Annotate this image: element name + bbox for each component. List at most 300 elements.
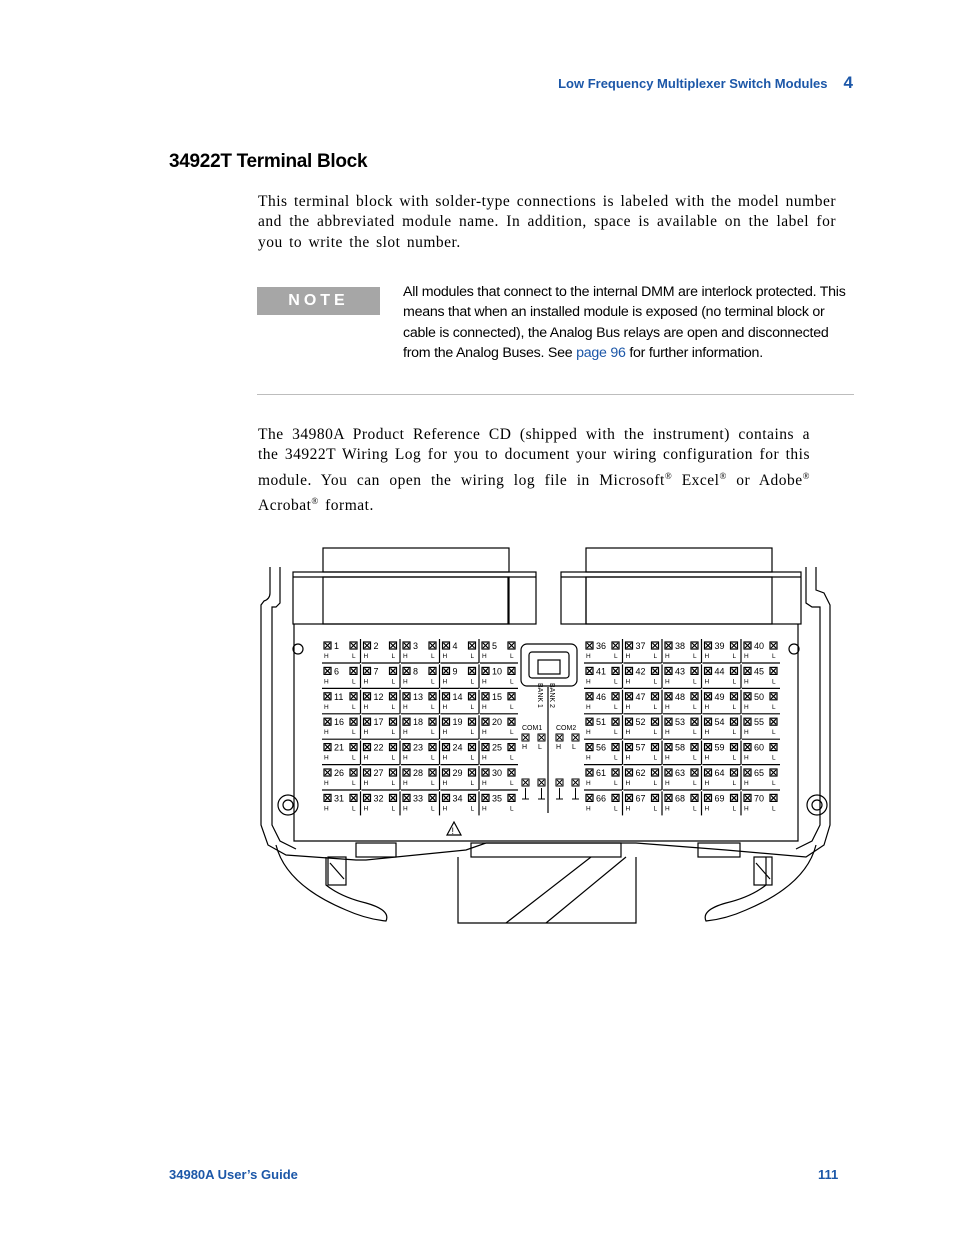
ground-terminal	[556, 779, 563, 786]
screw-terminal-high	[744, 769, 751, 776]
pin-high-label: H	[586, 754, 591, 762]
channel-number: 43	[675, 666, 686, 677]
channel-terminal-13	[403, 692, 436, 711]
screw-terminal-high	[482, 769, 489, 776]
pin-high-label: H	[625, 754, 631, 762]
channel-terminal-25	[482, 743, 515, 762]
channel-number: 32	[373, 793, 384, 804]
screw-terminal-low	[429, 667, 436, 674]
channel-terminal-44	[705, 666, 738, 685]
channel-number: 26	[334, 768, 345, 778]
screw-terminal-low	[612, 769, 619, 776]
channel-number: 51	[596, 717, 607, 728]
screw-terminal-high	[443, 718, 450, 725]
screw-terminal-high	[705, 769, 712, 776]
channel-number: 62	[635, 768, 646, 778]
pin-high-label: H	[586, 678, 591, 686]
terminal-block-diagram	[246, 545, 846, 935]
pin-low-label: L	[653, 780, 658, 787]
pin-low-label: L	[653, 653, 658, 660]
pin-low-label: L	[653, 754, 658, 762]
screw-terminal-low	[612, 718, 619, 725]
channel-number: 18	[413, 717, 424, 728]
pin-high-label: H	[324, 754, 329, 762]
pin-low-label: L	[431, 805, 435, 813]
channel-number: 13	[413, 691, 424, 702]
screw-terminal-high	[626, 794, 633, 801]
screw-terminal-high	[744, 667, 751, 674]
channel-number: 56	[596, 742, 607, 753]
screw-terminal-low	[469, 693, 476, 700]
screw-terminal-low	[429, 744, 436, 751]
screw-terminal-low	[390, 744, 397, 751]
pin-low-label: L	[653, 729, 658, 737]
channel-terminal-62	[626, 768, 659, 787]
pin-high-label: H	[442, 805, 448, 813]
channel-number: 49	[714, 691, 725, 702]
pin-low-label: L	[614, 780, 618, 787]
channel-terminal-51	[586, 717, 619, 736]
screw-terminal-high	[443, 667, 450, 674]
channel-terminal-1	[324, 641, 357, 660]
screw-terminal-high	[403, 718, 410, 725]
pin-low-label: L	[693, 678, 697, 686]
screw-terminal-high	[665, 718, 672, 725]
channel-number: 15	[492, 691, 503, 702]
pin-high-label: H	[403, 805, 408, 813]
screw-terminal-low	[469, 667, 476, 674]
pin-high-label: H	[586, 703, 591, 711]
channel-number: 22	[373, 742, 384, 753]
channel-number: 65	[754, 768, 765, 778]
channel-number: 12	[373, 691, 384, 702]
screw-terminal-high	[324, 718, 331, 725]
screw-terminal-low	[770, 744, 777, 751]
channel-terminal-24	[443, 743, 476, 762]
pin-low-label: L	[510, 678, 514, 686]
screw-terminal-low	[469, 642, 476, 649]
channel-number: 53	[675, 717, 686, 728]
screw-terminal-low	[691, 693, 698, 700]
screw-terminal-high	[744, 642, 751, 649]
screw-terminal-high	[586, 642, 593, 649]
pin-low-label: L	[772, 805, 776, 813]
note-text-before: All modules that connect to the internal DMM are interlock protected. This means that when an installed module is exposed (no terminal block or cable is connected), the Analog Bus relays are open and disconnected from the Analog Buses. See	[403, 284, 846, 361]
adobe-text: or Adobe	[726, 471, 803, 489]
channel-terminal-36	[586, 641, 619, 660]
pin-low-label: L	[732, 703, 737, 711]
pin-high-label: H	[442, 678, 448, 686]
channel-terminals	[322, 639, 780, 815]
screw-terminal-low	[652, 744, 659, 751]
channel-terminal-69	[705, 793, 738, 812]
screw-terminal-high	[705, 642, 712, 649]
channel-terminal-40	[744, 641, 777, 660]
channel-terminal-66	[586, 793, 619, 812]
screw-terminal-high	[482, 667, 489, 674]
pin-high-label: H	[744, 653, 749, 660]
channel-number: 64	[714, 768, 725, 778]
pin-high-label: H	[586, 805, 591, 813]
screw-terminal-high	[705, 718, 712, 725]
channel-number: 37	[635, 641, 646, 651]
excel-text: Excel	[672, 471, 720, 489]
pin-high-label: H	[403, 780, 408, 787]
page-number: 111	[818, 1167, 839, 1182]
screw-terminal-high	[705, 667, 712, 674]
channel-terminal-29	[443, 768, 476, 787]
wiring-log-text: The 34980A Product Reference CD (shipped with the instrument) contains a the 34922T Wiring Log for you to document your wiring configuration for this module. You can open the wiring log file in	[258, 426, 810, 489]
screw-terminal-high	[324, 693, 331, 700]
screw-terminal-low	[508, 693, 515, 700]
screw-terminal-high	[705, 744, 712, 751]
pin-high-label: H	[363, 653, 369, 660]
screw-terminal-high	[586, 744, 593, 751]
screw-terminal-high	[443, 642, 450, 649]
screw-terminal-low	[469, 744, 476, 751]
screw-terminal-high	[482, 744, 489, 751]
channel-terminal-21	[324, 743, 357, 762]
channel-terminal-63	[665, 768, 698, 787]
screw-terminal-low	[508, 744, 515, 751]
channel-number: 36	[596, 641, 607, 651]
channel-terminal-50	[744, 692, 777, 711]
pin-high-label: H	[665, 653, 670, 660]
note-text-after: for further information.	[625, 344, 763, 361]
channel-number: 68	[675, 793, 686, 804]
pin-low-label: L	[732, 805, 737, 813]
pin-high-label: H	[665, 703, 670, 711]
channel-terminal-16	[324, 717, 357, 736]
pin-low-label: L	[653, 805, 658, 813]
channel-terminal-56	[586, 743, 619, 762]
channel-number: 54	[714, 717, 725, 728]
pin-high-label: H	[442, 703, 448, 711]
pin-low-label: L	[352, 729, 356, 737]
com-terminal	[522, 734, 529, 741]
screw-terminal-low	[770, 693, 777, 700]
screw-terminal-high	[665, 769, 672, 776]
channel-terminal-10	[482, 666, 515, 685]
screw-terminal-low	[350, 693, 357, 700]
channel-number: 38	[675, 641, 686, 651]
pin-low-label: L	[391, 780, 396, 787]
ground-terminal	[572, 779, 579, 786]
screw-terminal-high	[744, 718, 751, 725]
channel-number: 14	[452, 691, 463, 702]
channel-terminal-14	[443, 692, 476, 711]
pin-low-label: L	[772, 754, 776, 762]
pin-low-label: L	[391, 729, 396, 737]
pin-high-label: H	[482, 780, 487, 787]
pin-high-label: H	[324, 678, 329, 686]
screw-terminal-high	[324, 744, 331, 751]
pin-low-label: L	[772, 729, 776, 737]
pin-high-label: H	[704, 653, 710, 660]
screw-terminal-high	[744, 693, 751, 700]
pin-high-label: H	[442, 780, 448, 787]
channel-terminal-7	[364, 666, 397, 685]
pin-low-label: L	[693, 780, 697, 787]
channel-terminal-45	[744, 666, 777, 685]
channel-number: 17	[373, 717, 384, 728]
channel-number: 4	[452, 641, 458, 651]
screw-terminal-high	[665, 642, 672, 649]
note-label: NOTE	[257, 287, 380, 315]
pin-low-label: L	[614, 678, 618, 686]
pin-low-label: L	[693, 754, 697, 762]
screw-terminal-high	[443, 769, 450, 776]
channel-number: 33	[413, 793, 424, 804]
screw-terminal-low	[612, 693, 619, 700]
channel-number: 50	[754, 691, 765, 702]
channel-terminal-41	[586, 666, 619, 685]
screw-terminal-high	[364, 794, 371, 801]
reg-mark: ®	[311, 496, 319, 507]
running-header-section: Low Frequency Multiplexer Switch Modules	[558, 76, 828, 91]
screw-terminal-high	[626, 744, 633, 751]
pin-high-label: H	[665, 780, 670, 787]
screw-terminal-low	[770, 667, 777, 674]
channel-terminal-67	[626, 793, 659, 812]
channel-number: 31	[334, 793, 345, 804]
screw-terminal-low	[691, 667, 698, 674]
channel-number: 2	[373, 641, 379, 651]
screw-terminal-high	[403, 642, 410, 649]
screw-terminal-high	[364, 642, 371, 649]
pin-high-label: H	[324, 653, 329, 660]
wiring-log-paragraph	[258, 425, 810, 517]
pin-high-label: H	[482, 729, 487, 737]
pin-high-label: H	[586, 729, 591, 737]
screw-terminal-low	[350, 794, 357, 801]
screw-terminal-low	[731, 693, 738, 700]
screw-terminal-low	[691, 769, 698, 776]
channel-number: 48	[675, 691, 686, 702]
com2-high-label: H	[556, 744, 562, 751]
channel-terminal-15	[482, 692, 515, 711]
channel-number: 19	[452, 717, 463, 728]
running-header	[558, 73, 853, 93]
page-96-link[interactable]: page 96	[576, 344, 626, 361]
channel-terminal-68	[665, 793, 698, 812]
com2-label: COM2	[556, 725, 577, 732]
pin-high-label: H	[625, 703, 631, 711]
channel-number: 23	[413, 742, 424, 753]
pin-low-label: L	[732, 729, 737, 737]
screw-terminal-low	[508, 667, 515, 674]
screw-terminal-low	[508, 769, 515, 776]
screw-terminal-low	[731, 794, 738, 801]
screw-terminal-high	[705, 693, 712, 700]
channel-number: 5	[492, 641, 498, 651]
pin-low-label: L	[352, 653, 356, 660]
channel-number: 1	[334, 641, 340, 651]
screw-terminal-low	[691, 718, 698, 725]
channel-number: 60	[754, 742, 765, 753]
channel-number: 47	[635, 691, 646, 702]
screw-terminal-high	[586, 718, 593, 725]
screw-terminal-low	[469, 794, 476, 801]
channel-terminal-33	[403, 793, 436, 812]
screw-terminal-high	[586, 667, 593, 674]
channel-number: 28	[413, 768, 424, 778]
pin-high-label: H	[586, 780, 591, 787]
screw-terminal-high	[665, 744, 672, 751]
screw-terminal-low	[770, 794, 777, 801]
com-terminal	[556, 734, 563, 741]
reg-mark: ®	[802, 470, 810, 481]
pin-low-label: L	[772, 780, 776, 787]
screw-terminal-low	[469, 718, 476, 725]
pin-high-label: H	[482, 703, 487, 711]
channel-terminal-6	[324, 666, 357, 685]
channel-terminal-52	[626, 717, 659, 736]
pin-high-label: H	[704, 754, 710, 762]
channel-number: 44	[714, 666, 725, 677]
channel-terminal-58	[665, 743, 698, 762]
reg-mark: ®	[719, 470, 727, 481]
pin-high-label: H	[625, 805, 631, 813]
screw-terminal-high	[626, 718, 633, 725]
channel-terminal-31	[324, 793, 357, 812]
pin-high-label: H	[363, 729, 369, 737]
screw-terminal-low	[652, 769, 659, 776]
screw-terminal-low	[612, 744, 619, 751]
screw-terminal-low	[390, 794, 397, 801]
screw-terminal-high	[443, 693, 450, 700]
bank2-label: BANK 2	[548, 683, 555, 708]
pin-high-label: H	[324, 729, 329, 737]
screw-terminal-high	[364, 667, 371, 674]
screw-terminal-high	[482, 794, 489, 801]
screw-terminal-high	[586, 769, 593, 776]
screw-terminal-high	[443, 794, 450, 801]
channel-number: 46	[596, 691, 607, 702]
com-terminal	[538, 734, 545, 741]
pin-high-label: H	[403, 653, 408, 660]
screw-terminal-low	[390, 667, 397, 674]
pin-low-label: L	[772, 703, 776, 711]
channel-number: 41	[596, 666, 607, 677]
channel-terminal-70	[744, 793, 777, 812]
intro-paragraph: This terminal block with solder-type connections is labeled with the model number and the abbreviated module name. In addition, space is available on the label for you to write the slot number.	[258, 193, 836, 251]
pin-high-label: H	[704, 729, 710, 737]
channel-number: 52	[635, 717, 646, 728]
channel-terminal-22	[364, 743, 397, 762]
pin-high-label: H	[324, 780, 329, 787]
screw-terminal-low	[350, 642, 357, 649]
channel-number: 59	[714, 742, 725, 753]
pin-low-label: L	[510, 653, 514, 660]
screw-terminal-high	[403, 794, 410, 801]
screw-terminal-low	[350, 744, 357, 751]
pin-high-label: H	[744, 805, 749, 813]
screw-terminal-high	[364, 693, 371, 700]
channel-number: 25	[492, 742, 503, 753]
channel-terminal-3	[403, 641, 436, 660]
channel-terminal-12	[364, 692, 397, 711]
pin-low-label: L	[431, 754, 435, 762]
channel-number: 11	[334, 691, 344, 702]
channel-terminal-11	[324, 692, 357, 711]
screw-terminal-low	[350, 769, 357, 776]
pin-high-label: H	[482, 754, 487, 762]
pin-low-label: L	[614, 805, 618, 813]
pin-high-label: H	[744, 754, 749, 762]
pin-low-label: L	[614, 754, 618, 762]
channel-terminal-57	[626, 743, 659, 762]
pin-low-label: L	[352, 703, 356, 711]
screw-terminal-low	[390, 769, 397, 776]
screw-terminal-low	[770, 718, 777, 725]
chapter-number: 4	[843, 73, 853, 92]
channel-number: 30	[492, 768, 503, 778]
channel-terminal-53	[665, 717, 698, 736]
pin-low-label: L	[653, 678, 658, 686]
channel-terminal-18	[403, 717, 436, 736]
pin-low-label: L	[352, 678, 356, 686]
channel-number: 16	[334, 717, 345, 728]
pin-low-label: L	[391, 653, 396, 660]
screw-terminal-low	[469, 769, 476, 776]
pin-low-label: L	[431, 703, 435, 711]
channel-number: 55	[754, 717, 765, 728]
channel-number: 58	[675, 742, 686, 753]
warning-mark: !	[451, 826, 455, 836]
pin-high-label: H	[324, 703, 329, 711]
warning-icon	[447, 822, 461, 836]
channel-terminal-59	[705, 743, 738, 762]
channel-number: 40	[754, 641, 765, 651]
channel-number: 61	[596, 768, 607, 778]
screw-terminal-low	[429, 794, 436, 801]
pin-high-label: H	[665, 754, 670, 762]
ground-terminal	[522, 779, 529, 786]
screw-terminal-low	[612, 794, 619, 801]
section-title: 34922T Terminal Block	[169, 151, 368, 172]
pin-low-label: L	[614, 729, 618, 737]
screw-terminal-low	[691, 642, 698, 649]
screw-terminal-low	[691, 744, 698, 751]
screw-terminal-low	[652, 642, 659, 649]
pin-high-label: H	[586, 653, 591, 660]
channel-terminal-60	[744, 743, 777, 762]
channel-number: 63	[675, 768, 686, 778]
channel-number: 27	[373, 768, 384, 778]
pin-low-label: L	[431, 678, 435, 686]
footer-guide-title: 34980A User’s Guide	[169, 1167, 298, 1182]
channel-number: 21	[334, 742, 345, 753]
com1-low-label: L	[538, 744, 542, 751]
com1-high-label: H	[522, 744, 528, 751]
screw-terminal-low	[429, 642, 436, 649]
channel-number: 45	[754, 666, 765, 677]
pin-high-label: H	[442, 754, 448, 762]
screw-terminal-low	[508, 642, 515, 649]
screw-terminal-high	[443, 744, 450, 751]
com1-label: COM1	[522, 725, 543, 732]
reg-mark: ®	[664, 470, 673, 481]
pin-high-label: H	[363, 678, 369, 686]
pin-high-label: H	[744, 780, 749, 787]
screw-terminal-high	[705, 794, 712, 801]
pin-low-label: L	[732, 678, 737, 686]
channel-terminal-42	[626, 666, 659, 685]
pin-high-label: H	[363, 754, 369, 762]
pin-high-label: H	[665, 805, 670, 813]
channel-terminal-37	[626, 641, 659, 660]
